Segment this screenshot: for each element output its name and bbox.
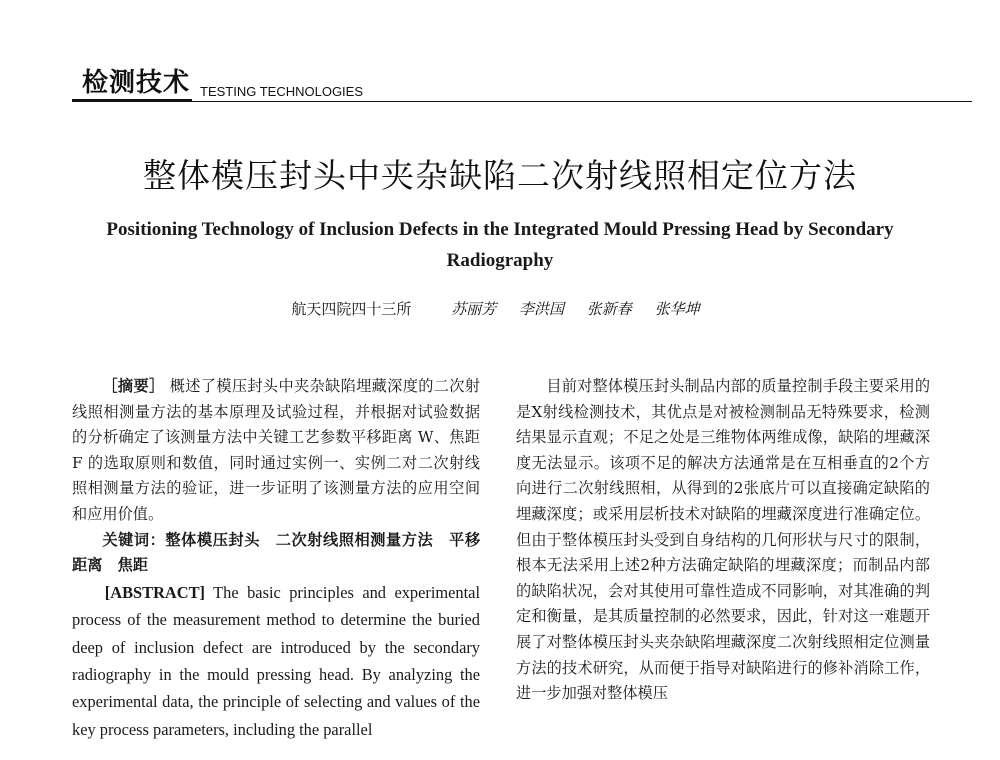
section-title-cn: 检测技术 xyxy=(82,68,191,98)
section-title-en: TESTING TECHNOLOGIES xyxy=(200,84,364,99)
header-rule xyxy=(72,101,972,102)
intro-paragraph: 目前对整体模压封头制品内部的质量控制手段主要采用的是X射线检测技术，其优点是对被检测制品无特殊要求，检测结果显示直观；不足之处是三维物体两维成像，缺陷的埋藏深度无法显示。该项不足的解决方法通常是在互相垂直的2个方向进行二次射线照相，从得到的2张底片可以直接确定缺陷的埋藏深度；或采用层析技术对缺陷的埋藏深度进行准确定位。但由于整体模压封头受到自身结构的几何形状与尺寸的限制，根本无法采用上述2种方法确定缺陷的埋藏深度；而制品内部的缺陷状况，会对其使用可靠性造成不同影响，对其准确的判定和衡量，是其质量控制的必然要求，因此，针对这一难题开展了对整体模压封头夹杂缺陷埋藏深度二次射线照相定位测量方法的技术研究，从而便于指导对缺陷进行的修补消除工作，进一步加强对整体模压 xyxy=(516,377,930,703)
affiliation: 航天四院四十三所 xyxy=(291,300,412,318)
author-name: 李洪国 xyxy=(518,300,564,318)
author-name: 张华坤 xyxy=(654,300,700,318)
paper-title: 整体模压封头中夹杂缺陷二次射线照相定位方法 xyxy=(143,156,857,195)
left-column xyxy=(72,374,480,743)
author-name: 张新春 xyxy=(586,300,632,318)
right-column xyxy=(516,374,930,707)
abstract-text: 概述了模压封头中夹杂缺陷埋藏深度的二次射线照相测量方法的基本原理及试验过程，并根据对试验数据的分析确定了该测量方法中关键工艺参数平移距离 W、焦距 F 的选取原则和数值，同时通过实例一、实例二对二次射线照相测量方法的验证，进一步证明了该测量方法的应用空间和应用价值。 xyxy=(72,377,481,523)
keywords-label: 关键词： xyxy=(102,530,166,549)
keywords xyxy=(72,528,480,579)
running-header xyxy=(82,60,982,104)
abstract-en-text: The basic principles and experimental process of the measurement method to determine the buried deep of inclusion defect are introduced by the secondary radiography in the mould pressing head. By analyzing the experimental data, the principle of selecting and values of the key process parameters, including the parallel xyxy=(72,582,480,739)
paper-title-en: Positioning Technology of Inclusion Defects in the Integrated Mould Pressing Head by Secondary Radiography xyxy=(106,219,894,271)
author-line xyxy=(0,298,1000,319)
abstract-label: ［摘要］ xyxy=(102,377,165,395)
abstract-en xyxy=(72,579,480,743)
abstract-en-label: [ABSTRACT] xyxy=(104,582,205,602)
abstract-cn xyxy=(72,374,480,528)
keywords-text: 整体模压封头 二次射线照相测量方法 平移距离 焦距 xyxy=(72,530,481,575)
author-name: 苏丽芳 xyxy=(451,300,497,318)
